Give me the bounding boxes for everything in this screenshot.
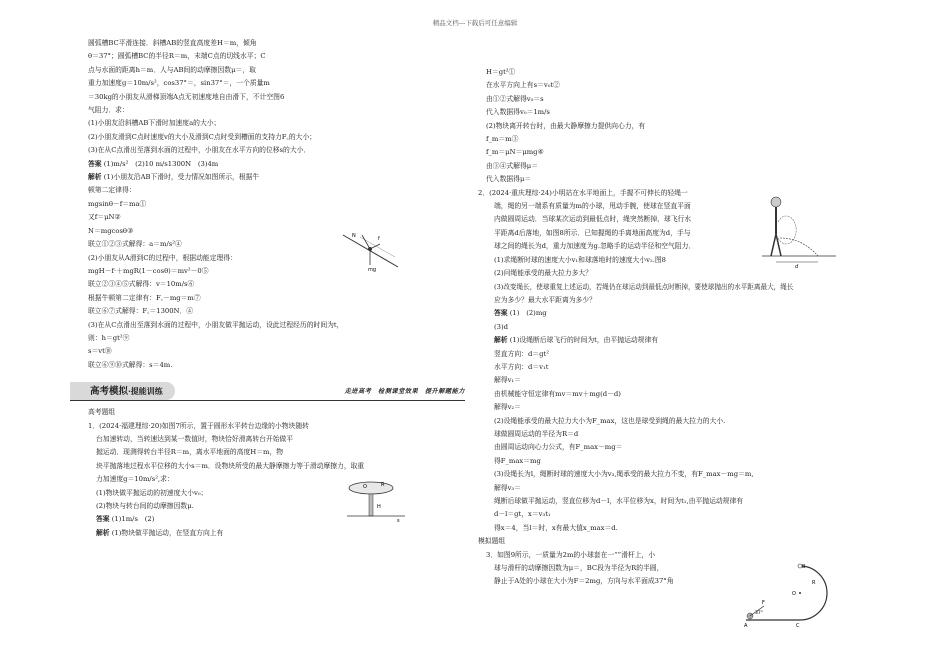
formula-line: 竖直方向：d＝gt² (494, 349, 549, 358)
text-line: 联立⑥⑨⑩式解得：s＝4m. (88, 360, 173, 369)
person-head (771, 197, 781, 207)
banner-subtitle: ·提能训练 (128, 386, 163, 397)
subsection-title: 模拟题组 (478, 537, 506, 546)
text-line: 球做圆周运动的半径为R＝d (494, 429, 579, 438)
answer-line (486, 307, 874, 320)
answer-text: (1)m/s² (2)10 m/s1300N (3)4m (103, 159, 219, 168)
text-line: (2)物块离开转台时，由最大静摩擦力提供向心力，有 (486, 121, 646, 130)
text-line: (2)小朋友滑到C点时速度v的大小及滑到C点时受到槽面的支持力F꜀的大小； (88, 132, 317, 141)
fig-label: f (378, 236, 380, 242)
platform-pillar (369, 494, 373, 516)
formula-line: 由圆周运动向心力公式，有F_max－mg＝ (494, 443, 623, 452)
analysis-label: 解析 (96, 528, 110, 537)
question-line: 3．如图9所示，一质量为2m的小球套在一“”滑杆上，小 (486, 550, 656, 559)
question-line: (3)改变绳长，使球重复上述运动，若绳仍在球运动到最低点时断掉，要使球抛出的水平距离最大，绳长 (494, 282, 794, 291)
answer-label: 答案 (494, 309, 508, 318)
answer-text: (1) (2)mg (509, 309, 547, 318)
text-line: 联立①②③式解得：a＝m/s²④ (88, 240, 182, 249)
swing-ball-figure (760, 192, 838, 268)
platform-disk (349, 482, 393, 494)
fig-label: R (812, 580, 816, 586)
formula-line: 又f＝μN② (88, 213, 121, 222)
formula-line: 解得v₁＝ (494, 376, 521, 385)
fig-label: A (744, 623, 748, 628)
banner-title: 高考模拟 (90, 386, 129, 398)
formula-line: 解得v₃＝ (494, 483, 521, 492)
question-line: 静止于A处的小球在大小为F＝2mg，方向与水平面成37°角 (494, 577, 674, 586)
formula-line: H＝gt²① (486, 68, 516, 76)
question-line: 应为多少？最大水平距离为多少？ (494, 295, 596, 304)
question-line: 端，绳的另一端系有质量为m的小球，甩动手腕，使球在竖直平面 (494, 202, 691, 211)
subsection-title: 高考题组 (88, 408, 116, 417)
fig-label: B (802, 564, 806, 570)
fig-label: O (363, 484, 367, 490)
question-line: (2)问绳能承受的最大拉力多大？ (494, 269, 592, 278)
text-line: 圆弧槽BC平滑连接．斜槽AB的竖直高度差H＝m，倾角 (88, 39, 257, 47)
page-header: 精品文档---下载后可任意编辑 (432, 19, 518, 27)
question-line: 平距离d后落地，如图8所示．已知握绳的手离地面高度为d，手与 (494, 228, 691, 237)
question-line: 内做圆周运动．当球某次运动到最低点时，绳突然断掉，球飞行水 (494, 215, 692, 224)
formula-line: 得F_max＝mg (494, 456, 541, 465)
question-line: (1)求绳断时球的速度大小v₁和球落地时的速度大小v₂.图8 (494, 255, 666, 264)
question-line: (2)物块与转台间的动摩擦因数μ. (96, 502, 194, 510)
formula-line: 由③④式解得μ＝ (486, 161, 538, 170)
text-line: (3)在从C点滑出至落到水面的过程中，小朋友在水平方向的位移s的大小． (88, 146, 311, 155)
semicircle-track (800, 566, 827, 620)
analysis-line (486, 334, 874, 347)
question-line: 球与滑杆的动摩擦因数为μ＝，BC段为半径为R的半圆， (494, 564, 664, 573)
formula-line: mgsinθ－f＝ma① (88, 199, 147, 208)
formula-line: f_m＝μN＝μmg④ (486, 148, 544, 157)
formula-line: f_m＝m③ (486, 135, 519, 144)
fig-label: H (377, 504, 381, 510)
formula-line: 得x＝4，当l＝时，x有最大值x_max＝d. (494, 523, 618, 532)
formula-line: 由机械能守恒定律有mv＝mv＋mg(d－d) (494, 389, 621, 398)
fig-label: mg (368, 267, 377, 273)
fig-label: F (762, 600, 765, 606)
fig-label: N (352, 233, 356, 239)
incline-line (343, 235, 398, 267)
question-line: 球之间的绳长为d，重力加速度为g.忽略手的运动半径和空气阻力． (494, 242, 696, 251)
text-line: (2)设绳能承受的最大拉力大小为F_max，这也是球受到绳的最大拉力的大小. (494, 416, 726, 425)
question-line: 抛运动．现测得转台半径R＝m，离水平地面的高度H＝m，物 (96, 448, 284, 457)
text-line: 重力加速度g＝10m/s²，cos37°＝，sin37°＝，一个质量m (88, 79, 270, 88)
fig-label: C (796, 623, 800, 628)
banner-slogan: 走进高考 检测课堂效果 提升解题能力 (344, 388, 465, 396)
formula-line: 水平方向：d＝v₁t (494, 362, 549, 371)
text-line: 联立⑥⑦式解得：F꜀＝1300N．④ (88, 307, 194, 316)
person-leg (771, 234, 776, 256)
semicircle-track-figure (742, 562, 842, 628)
analysis-label: 解析 (88, 173, 102, 182)
text-line: (1)小朋友沿斜槽AB下滑时加速度a的大小； (88, 119, 221, 128)
formula-line: 解得v₂＝ (494, 403, 521, 412)
text-line: 气阻力．求： (88, 106, 129, 115)
formula-line: N＝mgcosθ③ (88, 226, 134, 235)
question-line: 台加速转动，当转速达到某一数值时，物块恰好滑离转台开始做平 (96, 434, 294, 443)
formula-line: 则：h＝gt²⑨ (88, 333, 130, 342)
right-column (478, 66, 874, 589)
analysis-line (88, 171, 463, 184)
section-banner (88, 382, 463, 400)
formula-line: d－l＝gt，x＝v₃t₁ (494, 510, 551, 519)
answer-line: (3)d (494, 322, 508, 331)
center-o (799, 592, 801, 594)
banner-tag (70, 382, 175, 400)
banner-rule (70, 400, 465, 401)
text-line: 绳断后球做平抛运动，竖直位移为d－l，水平位移为x，时间为t₁,由平抛运动规律有 (494, 497, 744, 505)
force-diagram-figure (340, 225, 402, 275)
fig-label: O (792, 591, 796, 597)
question-line: (1)物块做平抛运动的初速度大小v₀； (96, 488, 208, 497)
formula-line: 由①②式解得v₀＝s (486, 94, 544, 103)
analysis-label: 解析 (494, 336, 508, 345)
answer-label: 答案 (88, 159, 102, 168)
text-line: θ＝37°；圆弧槽BC的半径R＝m，末端C点的切线水平；C (88, 52, 266, 61)
left-column (88, 37, 463, 540)
formula-line: mgH－f·＋mgR(1－cosθ)＝mv²－0⑤ (88, 266, 209, 275)
answer-line (88, 158, 463, 171)
fig-label: R (381, 482, 385, 488)
analysis-text: (1)物块做平抛运动，在竖直方向上有 (111, 528, 224, 537)
question-line: 块平抛落地过程水平位移的大小s＝m．设物块所受的最大静摩擦力等于滑动摩擦力，取重力加速度g＝10m/s²,求： (96, 461, 365, 484)
answer-label: 答案 (96, 515, 110, 524)
analysis-text: (1)小朋友沿AB下滑时，受力情况如图所示，根据牛 (103, 173, 260, 182)
analysis-text: (1)设绳断后球飞行的时间为t，由平抛运动规律有 (509, 336, 659, 345)
answer-text: (1)1m/s (2) (111, 515, 155, 524)
text-line: ＝30kg的小朋友从滑梯顶端A点无初速度地自由滑下，不计空图6 (88, 92, 285, 101)
projectile-path (780, 238, 818, 256)
fig-label: d (795, 264, 799, 268)
formula-line: 在水平方向上有s＝v₀t② (486, 81, 560, 90)
formula-line: s＝vt⑩ (88, 347, 112, 356)
analysis-line (88, 527, 463, 540)
text-line: (3)设绳长为l，绳断时球的速度大小为v₃,绳承受的最大拉力不变，有F_max－mg＝m, (494, 470, 754, 479)
text-line: (3)在从C点滑出至落到水面的过程中，小朋友做平抛运动，设此过程经历的时间为t， (88, 320, 344, 329)
formula-line: 代入数据得μ＝ (486, 175, 532, 184)
formula-line: 代入数据得v₀＝1m/s (486, 108, 550, 117)
text-line: (2)小朋友从A滑到C的过程中，根据动能定理得： (88, 253, 237, 262)
text-line: 顿第二定律得： (88, 186, 136, 195)
fig-label: 37° (755, 611, 763, 616)
text-line: 点与水面的距离h＝m．人与AB间的动摩擦因数μ＝，取 (88, 65, 256, 74)
rotating-platform-figure (345, 478, 407, 524)
person-leg (776, 234, 781, 256)
friction-arrow (370, 244, 380, 249)
text-line: 联立②③④⑤式解得：v＝10m/s⑥ (88, 280, 195, 289)
text-line: 根据牛顿第二定律有：F꜀－mg＝m⑦ (88, 293, 201, 302)
question-line: 2．(2024·重庆理综·24)小明站在水平地面上，手握不可伸长的轻绳一 (478, 188, 688, 197)
fig-label: s (397, 518, 400, 524)
question-line: 1．(2024·福建理综·20)如图7所示，置于圆形水平转台边缘的小物块随转 (88, 421, 309, 430)
